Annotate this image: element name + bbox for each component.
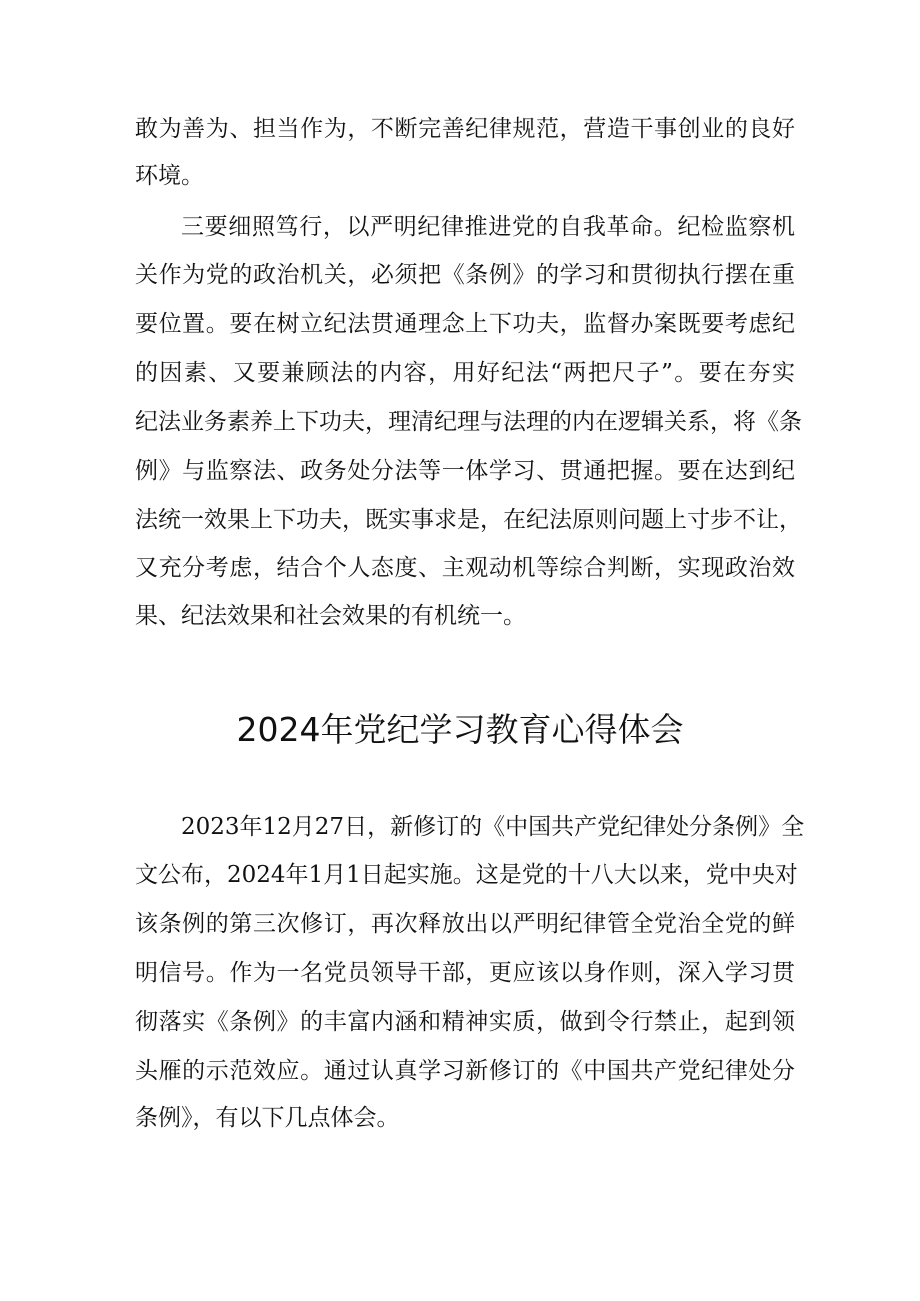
paragraph-line: 三要细照笃行，以严明纪律推进党的自我革命。纪检监察机	[181, 214, 795, 240]
paragraph-line: 2023年12月27日，新修订的《中国共产党纪律处分条例》全	[181, 814, 805, 840]
paragraph-line: 例》与监察法、政务处分法等一体学习、贯通把握。要在达到纪	[135, 458, 795, 484]
paragraph-line: 条例》，有以下几点体会。	[135, 1105, 400, 1131]
paragraph-line: 果、纪法效果和社会效果的有机统一。	[135, 603, 526, 629]
paragraph-line: 关作为党的政治机关，必须把《条例》的学习和贯彻执行摆在重	[135, 262, 795, 288]
paragraph-line: 纪法业务素养上下功夫，理清纪理与法理的内在逻辑关系，将《条	[135, 409, 802, 435]
paragraph-line: 明信号。作为一名党员领导干部，更应该以身作则，深入学习贯	[135, 960, 795, 986]
paragraph-line: 头雁的示范效应。通过认真学习新修订的《中国共产党纪律处分	[135, 1058, 795, 1084]
paragraph-line: 要位置。要在树立纪法贯通理念上下功夫，监督办案既要考虑纪	[135, 311, 795, 337]
paragraph-line: 法统一效果上下功夫，既实事求是，在纪法原则问题上寸步不让，	[135, 507, 802, 533]
paragraph-line: 文公布，2024年1月1日起实施。这是党的十八大以来，党中央对	[135, 862, 798, 888]
paragraph-line: 环境。	[135, 163, 204, 189]
paragraph-line: 彻落实《条例》的丰富内涵和精神实质，做到令行禁止，起到领	[135, 1009, 795, 1035]
document-title: 2024年党纪学习教育心得体会	[236, 710, 684, 749]
paragraph-line: 的因素、又要兼顾法的内容，用好纪法“两把尺子”。要在夯实	[135, 360, 795, 386]
paragraph-line: 该条例的第三次修订，再次释放出以严明纪律管全党治全党的鲜	[135, 911, 795, 937]
paragraph-line: 又充分考虑，结合个人态度、主观动机等综合判断，实现政治效	[135, 555, 795, 581]
paragraph-line: 敢为善为、担当作为，不断完善纪律规范，营造干事创业的良好	[135, 116, 795, 142]
